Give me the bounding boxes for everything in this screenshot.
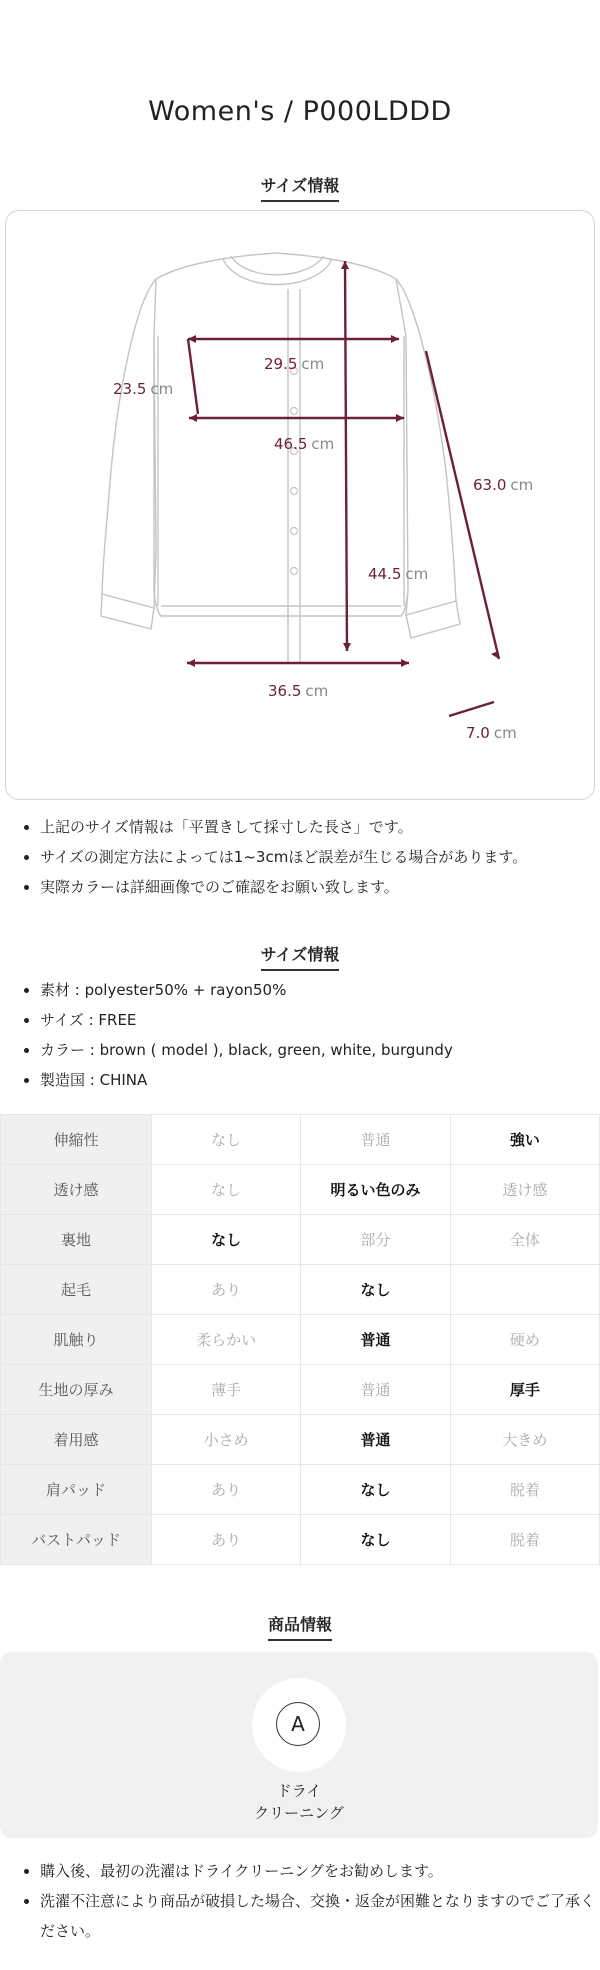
attribute-option: 部分 <box>301 1215 450 1265</box>
attribute-option: 全体 <box>450 1215 599 1265</box>
attribute-option: 強い <box>450 1115 599 1165</box>
spec-section-heading: サイズ情報 <box>0 942 600 971</box>
list-item: • 製造国 : CHINA <box>40 1065 600 1095</box>
list-item: • カラー : brown ( model ), black, green, white, burgundy <box>40 1035 600 1065</box>
table-row <box>1 1165 600 1215</box>
attribute-option: 透け感 <box>450 1165 599 1215</box>
attribute-option: 普通 <box>301 1415 450 1465</box>
size-section-heading: サイズ情報 <box>0 173 600 202</box>
attribute-label: 着用感 <box>1 1415 152 1465</box>
attribute-option: 硬め <box>450 1315 599 1365</box>
attribute-label: 生地の厚み <box>1 1365 152 1415</box>
cardigan-illustration <box>6 211 594 799</box>
attribute-option: あり <box>152 1465 301 1515</box>
attribute-option: 厚手 <box>450 1365 599 1415</box>
page-title: Women's / P000LDDD <box>148 96 452 127</box>
attribute-option <box>450 1265 599 1315</box>
table-row <box>1 1215 600 1265</box>
list-item: • 素材 : polyester50% + rayon50% <box>40 975 600 1005</box>
length-line <box>345 261 347 651</box>
attribute-option: あり <box>152 1515 301 1565</box>
table-row <box>1 1415 600 1465</box>
measurement-length: 44.5 cm <box>368 565 429 583</box>
attribute-option: 普通 <box>301 1315 450 1365</box>
care-notes-list <box>18 1856 600 1946</box>
attribute-option: 脱着 <box>450 1465 599 1515</box>
garment-diagram <box>5 210 595 800</box>
cuff-line <box>449 702 494 716</box>
dry-clean-a-icon: A <box>276 1702 320 1746</box>
list-item: • 洗濯不注意により商品が破損した場合、交換・返金が困難となりますのでご了承ください。 <box>40 1886 600 1946</box>
attribute-label: 伸縮性 <box>1 1115 152 1165</box>
attribute-option: なし <box>152 1215 301 1265</box>
spec-list <box>18 975 600 1095</box>
attribute-label: 肩パッド <box>1 1465 152 1515</box>
table-row <box>1 1315 600 1365</box>
product-section-heading: 商品情報 <box>0 1612 600 1641</box>
table-row <box>1 1515 600 1565</box>
attribute-option: 脱着 <box>450 1515 599 1565</box>
care-label: ドライ クリーニング <box>254 1782 344 1822</box>
attribute-option: なし <box>152 1165 301 1215</box>
attribute-option: 大きめ <box>450 1415 599 1465</box>
attribute-option: なし <box>301 1265 450 1315</box>
list-item: • 購入後、最初の洗濯はドライクリーニングをお勧めします。 <box>40 1856 600 1886</box>
attribute-option: 柔らかい <box>152 1315 301 1365</box>
attribute-option: あり <box>152 1265 301 1315</box>
size-notes-list <box>18 812 600 902</box>
attribute-label: 裏地 <box>1 1215 152 1265</box>
attribute-option: 普通 <box>301 1115 450 1165</box>
attribute-option: なし <box>152 1115 301 1165</box>
table-row <box>1 1365 600 1415</box>
list-item: • サイズの測定方法によっては1~3cmほど誤差が生じる場合があります。 <box>40 842 600 872</box>
attribute-label: 透け感 <box>1 1165 152 1215</box>
measurement-sleeve: 63.0 cm <box>473 476 534 494</box>
attribute-option: 薄手 <box>152 1365 301 1415</box>
table-row <box>1 1465 600 1515</box>
attribute-label: 肌触り <box>1 1315 152 1365</box>
sleeve-line <box>426 351 499 659</box>
measurement-chest: 46.5 cm <box>274 435 335 453</box>
attribute-option: 明るい色のみ <box>301 1165 450 1215</box>
armhole-line <box>188 339 198 414</box>
list-item: • 上記のサイズ情報は「平置きして採寸した長さ」です。 <box>40 812 600 842</box>
care-symbol <box>252 1678 346 1772</box>
measurement-cuff: 7.0 cm <box>466 724 517 742</box>
attribute-option: 小さめ <box>152 1415 301 1465</box>
table-row <box>1 1265 600 1315</box>
care-panel <box>0 1652 598 1838</box>
measurement-shoulder: 29.5 cm <box>264 355 325 373</box>
attribute-option: なし <box>301 1515 450 1565</box>
table-row <box>1 1115 600 1165</box>
attribute-label: バストパッド <box>1 1515 152 1565</box>
fabric-attribute-table <box>0 1114 600 1565</box>
measurement-hem: 36.5 cm <box>268 682 329 700</box>
attribute-option: なし <box>301 1465 450 1515</box>
attribute-option: 普通 <box>301 1365 450 1415</box>
attribute-label: 起毛 <box>1 1265 152 1315</box>
list-item: • サイズ : FREE <box>40 1005 600 1035</box>
measurement-armhole: 23.5 cm <box>113 380 174 398</box>
list-item: • 実際カラーは詳細画像でのご確認をお願い致します。 <box>40 872 600 902</box>
